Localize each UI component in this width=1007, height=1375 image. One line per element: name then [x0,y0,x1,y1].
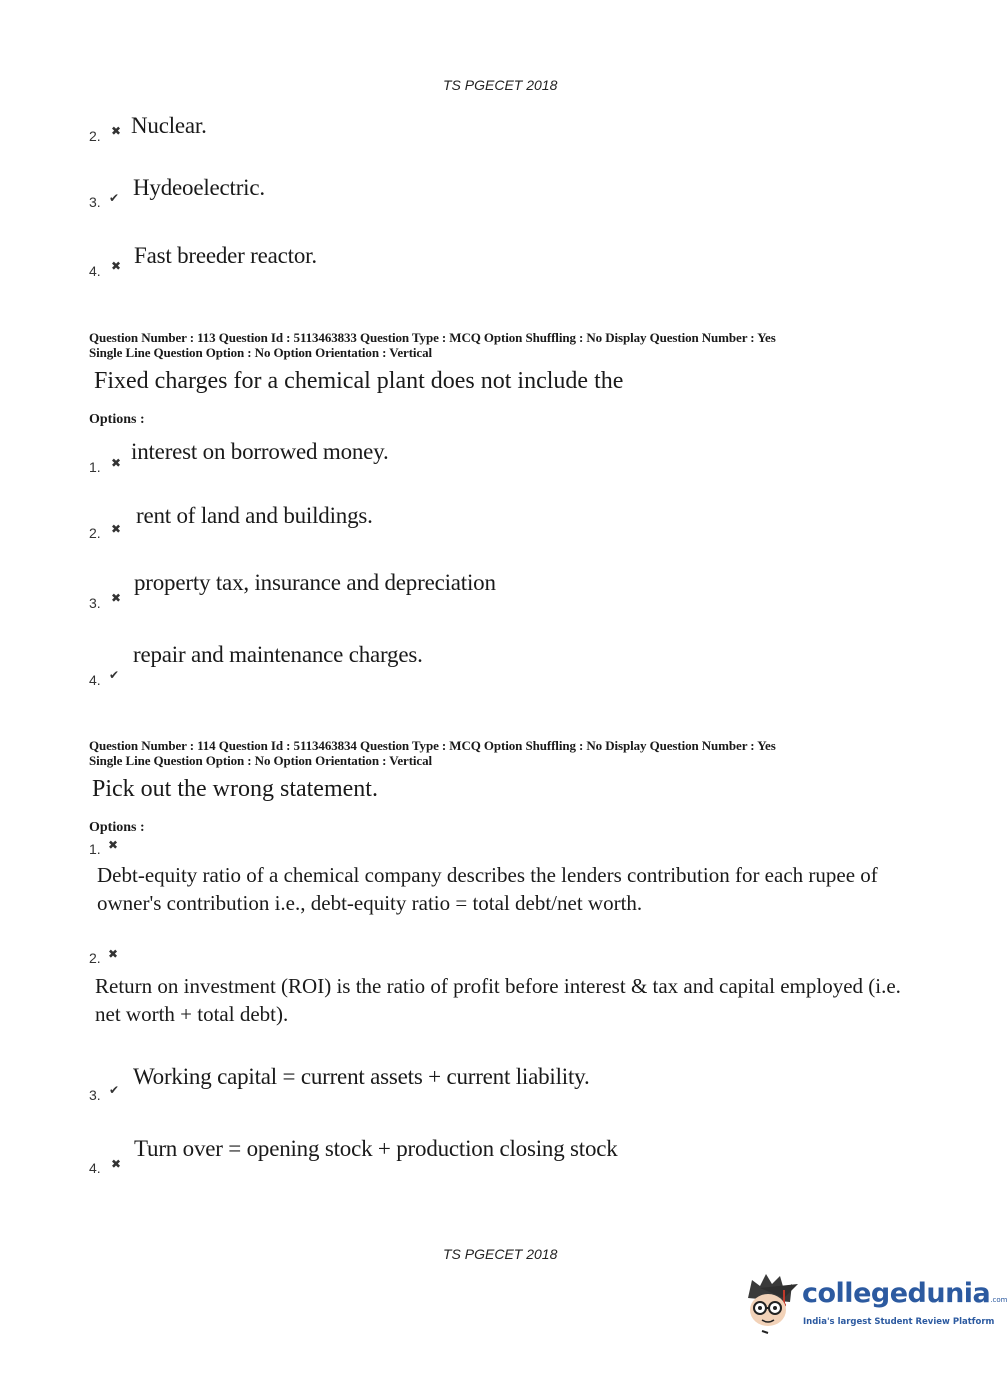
option-text: Hydeoelectric. [133,175,265,200]
option-text: Working capital = current assets + current liability. [133,1064,590,1089]
option-text: Nuclear. [131,113,207,138]
mascot-icon [740,1268,802,1338]
question-text: Fixed charges for a chemical plant does not include the [94,368,624,394]
question-meta-line: Question Number : 113 Question Id : 5113463833 Question Type : MCQ Option Shuffling : No Display Question Number : Yes [89,330,776,345]
check-icon: ✔ [109,668,120,682]
check-icon: ✔ [109,1083,120,1097]
option-text: Turn over = opening stock + production closing stock [134,1136,618,1161]
question-meta [89,738,776,768]
option-number: 3. [89,194,101,210]
option-number: 3. [89,595,101,611]
options-label: Options : [89,820,145,835]
wrong-icon: ✖ [111,1157,122,1171]
logo-tagline: India's largest Student Review Platform [803,1317,995,1327]
option-text: property tax, insurance and depreciation [134,570,496,595]
wrong-icon: ✖ [108,947,119,961]
wrong-icon: ✖ [111,259,122,273]
question-meta-line: Single Line Question Option : No Option Orientation : Vertical [89,345,433,360]
check-icon: ✔ [109,191,120,205]
option-text: Return on investment (ROI) is the ratio of profit before interest & tax and capital employed (i.e. net worth + total debt). [95,974,901,1026]
option-number: 2. [89,950,101,966]
option-number: 1. [89,841,101,857]
question-meta-line: Question Number : 114 Question Id : 5113463834 Question Type : MCQ Option Shuffling : No Display Question Number : Yes [89,738,776,753]
option-text: rent of land and buildings. [136,503,373,528]
question-text: Pick out the wrong statement. [92,776,378,802]
page-header: TS PGECET 2018 [443,77,558,93]
option-text: repair and maintenance charges. [133,642,423,667]
options-label: Options : [89,412,145,427]
option-number: 2. [89,128,101,144]
wrong-icon: ✖ [111,522,122,536]
option-number: 2. [89,525,101,541]
collegedunia-logo [740,1268,1007,1340]
option-number: 1. [89,459,101,475]
option-number: 4. [89,263,101,279]
question-meta [89,330,776,360]
question-meta-line: Single Line Question Option : No Option Orientation : Vertical [89,753,433,768]
wrong-icon: ✖ [111,591,122,605]
logo-name: collegedunia [802,1278,991,1309]
option-text: Debt-equity ratio of a chemical company describes the lenders contribution for each rupee of owner's contribution i.e., debt-equity ratio = total debt/net worth. [97,863,878,915]
option-text: Fast breeder reactor. [134,243,317,268]
logo-com: .com [990,1296,1007,1304]
option-text: interest on borrowed money. [131,439,389,464]
wrong-icon: ✖ [111,124,122,138]
page-footer: TS PGECET 2018 [443,1246,558,1262]
wrong-icon: ✖ [108,838,119,852]
option-number: 4. [89,672,101,688]
wrong-icon: ✖ [111,456,122,470]
option-number: 4. [89,1160,101,1176]
option-number: 3. [89,1087,101,1103]
